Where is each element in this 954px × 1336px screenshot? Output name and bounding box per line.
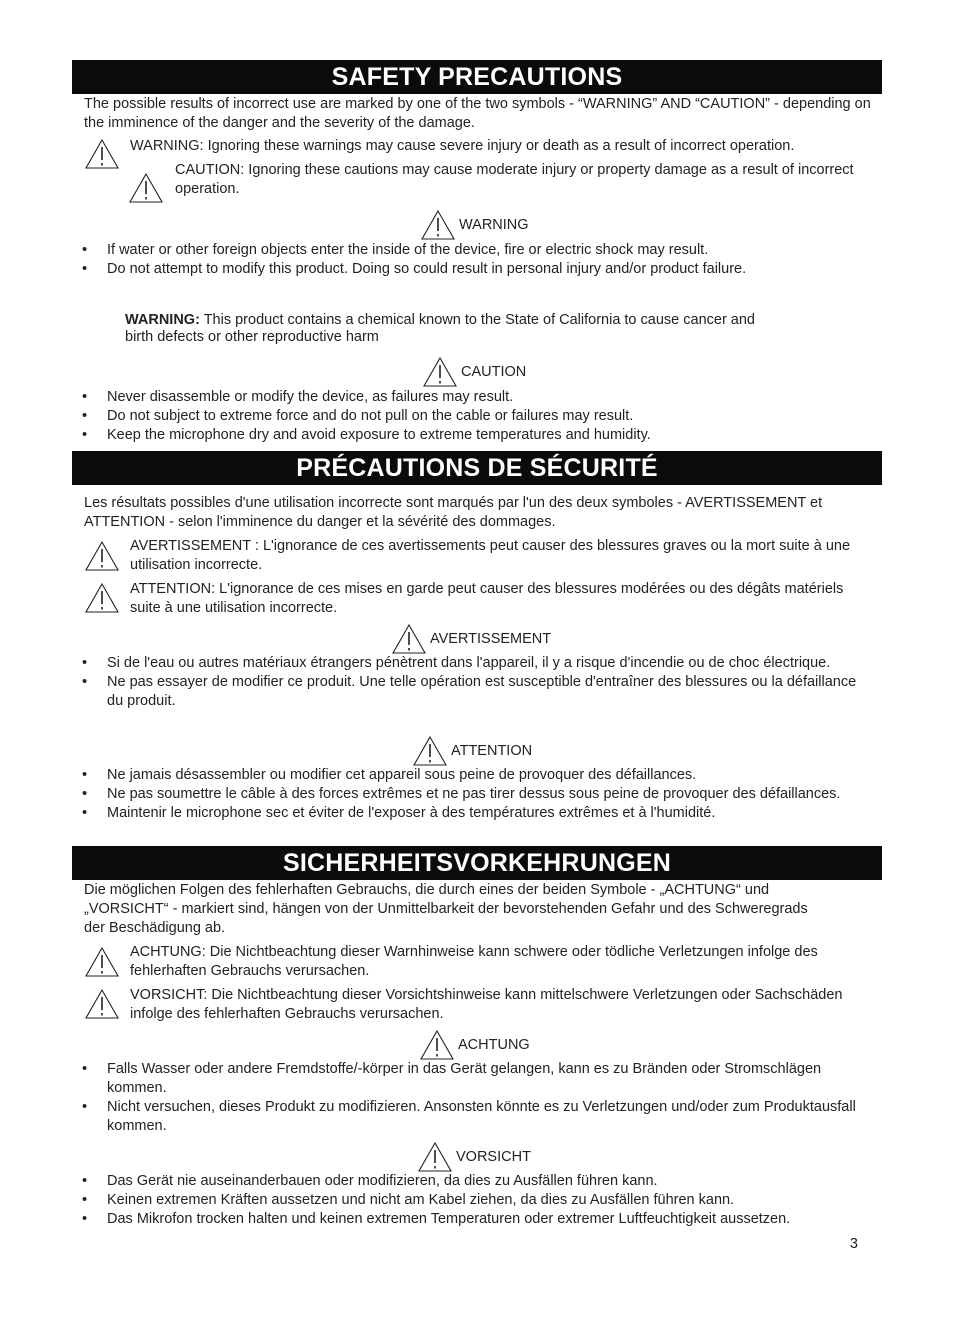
warning-triangle-icon: [420, 209, 456, 241]
list-item: • Falls Wasser oder andere Fremdstoffe/-körper in das Gerät gelangen, kann es zu Bränden oder Stromschlägen kommen.: [82, 1061, 822, 1096]
prop65-label: WARNING:: [125, 312, 200, 328]
warning-heading-label: AVERTISSEMENT: [430, 631, 552, 647]
intro-paragraph-de: Die möglichen Folgen des fehlerhaften Gebrauchs, die durch eines der beiden Symbole - „ACHTUNG“ und „VORSICHT“ - markiert sind, hängen von der Unmittelbarkeit der bevorstehenden Gefahr und des Schweregrads der Beschädigung ab.: [84, 882, 808, 936]
list-item: • Do not attempt to modify this product. Doing so could result in personal injury and/or product failure.: [82, 261, 747, 277]
warning-list-en: [72, 241, 872, 279]
caution-definition-fr: ATTENTION: L'ignorance de ces mises en garde peut causer des blessures modérées ou des dégâts matériels suite à une utilisation incorrecte.: [130, 581, 844, 616]
warning-definition-de: ACHTUNG: Die Nichtbeachtung dieser Warnhinweise kann schwere oder tödliche Verletzungen infolge des fehlerhaften Gebrauchs verursachen.: [130, 944, 818, 979]
list-item: • Ne pas soumettre le câble à des forces extrêmes et ne pas tirer dessus sous peine de provoquer des défaillances.: [82, 786, 841, 802]
caution-heading-label: ATTENTION: [451, 743, 533, 759]
warning-triangle-icon: [391, 623, 427, 655]
intro-paragraph-en: The possible results of incorrect use are marked by one of the two symbols - “WARNING” AND “CAUTION” - depending on the imminence of the danger and the severity of the damage.: [84, 96, 871, 131]
list-item: • Keinen extremen Kräften aussetzen und nicht am Kabel ziehen, da dies zu Ausfällen führen kann.: [82, 1192, 735, 1208]
prop65-warning: [125, 312, 775, 346]
caution-heading-label: VORSICHT: [456, 1149, 531, 1165]
warning-triangle-icon: [84, 946, 120, 978]
caution-definition-en: CAUTION: Ignoring these cautions may cause moderate injury or property damage as a result of incorrect operation.: [175, 162, 854, 197]
list-item: • Nicht versuchen, dieses Produkt zu modifizieren. Ansonsten könnte es zu Verletzungen und/oder zum Produktausfall kommen.: [82, 1099, 856, 1134]
list-item: • Si de l'eau ou autres matériaux étrangers pénètrent dans l'appareil, il y a risque d'incendie ou de choc électrique.: [82, 655, 831, 671]
caution-definition-de: VORSICHT: Die Nichtbeachtung dieser Vorsichtshinweise kann mittelschwere Verletzungen oder Sachschäden infolge des fehlerhaften Gebrauchs verursachen.: [130, 987, 843, 1022]
list-item: • Das Mikrofon trocken halten und keinen extremen Temperaturen oder extremer Luftfeuchtigkeit aussetzen.: [82, 1211, 791, 1227]
caution-triangle-icon: [128, 172, 164, 204]
caution-triangle-icon: [417, 1141, 453, 1173]
warning-definition-en: WARNING: Ignoring these warnings may cause severe injury or death as a result of incorrect operation.: [130, 138, 795, 154]
warning-heading-label: WARNING: [459, 217, 529, 233]
list-item: • Keep the microphone dry and avoid exposure to extreme temperatures and humidity.: [82, 427, 651, 443]
section-title-sicherheitsvorkehrungen: SICHERHEITSVORKEHRUNGEN: [72, 846, 882, 880]
caution-heading-label: CAUTION: [461, 364, 527, 380]
section-title-safety-precautions: SAFETY PRECAUTIONS: [72, 60, 882, 94]
caution-triangle-icon: [412, 735, 448, 767]
list-item: • Do not subject to extreme force and do not pull on the cable or failures may result.: [82, 408, 634, 424]
caution-list-en: [72, 388, 872, 445]
caution-triangle-icon: [422, 356, 458, 388]
intro-paragraph-fr: Les résultats possibles d'une utilisation incorrecte sont marqués par l'un des deux symboles - AVERTISSEMENT et ATTENTION - selon l'imminence du danger et la sévérité des dommages.: [84, 495, 823, 530]
caution-list-fr: [72, 766, 872, 823]
warning-definition-fr: AVERTISSEMENT : L'ignorance de ces avertissements peut causer des blessures graves ou la mort suite à une utilisation incorrecte.: [130, 538, 851, 573]
warning-triangle-icon: [84, 540, 120, 572]
warning-triangle-icon: [419, 1029, 455, 1061]
page-number: 3: [849, 1236, 858, 1252]
caution-triangle-icon: [84, 582, 120, 614]
list-item: • If water or other foreign objects enter the inside of the device, fire or electric shock may result.: [82, 242, 709, 258]
warning-triangle-icon: [84, 138, 120, 170]
caution-triangle-icon: [84, 988, 120, 1020]
section-title-precautions-de-securite: PRÉCAUTIONS DE SÉCURITÉ: [72, 451, 882, 485]
prop65-text: This product contains a chemical known to the State of California to cause cancer and birth defects or other reproductive harm: [125, 312, 755, 345]
list-item: • Maintenir le microphone sec et éviter de l'exposer à des températures extrêmes et à l'humidité.: [82, 805, 716, 821]
warning-heading-label: ACHTUNG: [458, 1037, 530, 1053]
list-item: • Das Gerät nie auseinanderbauen oder modifizieren, da dies zu Ausfällen führen kann.: [82, 1173, 658, 1189]
warning-list-fr: [72, 654, 872, 711]
caution-list-de: [72, 1172, 882, 1229]
list-item: • Ne pas essayer de modifier ce produit. Une telle opération est susceptible d'entraîner des blessures ou la défaillance du produit.: [82, 674, 857, 709]
warning-list-de: [72, 1060, 872, 1136]
list-item: • Never disassemble or modify the device, as failures may result.: [82, 389, 514, 405]
list-item: • Ne jamais désassembler ou modifier cet appareil sous peine de provoquer des défaillances.: [82, 767, 697, 783]
